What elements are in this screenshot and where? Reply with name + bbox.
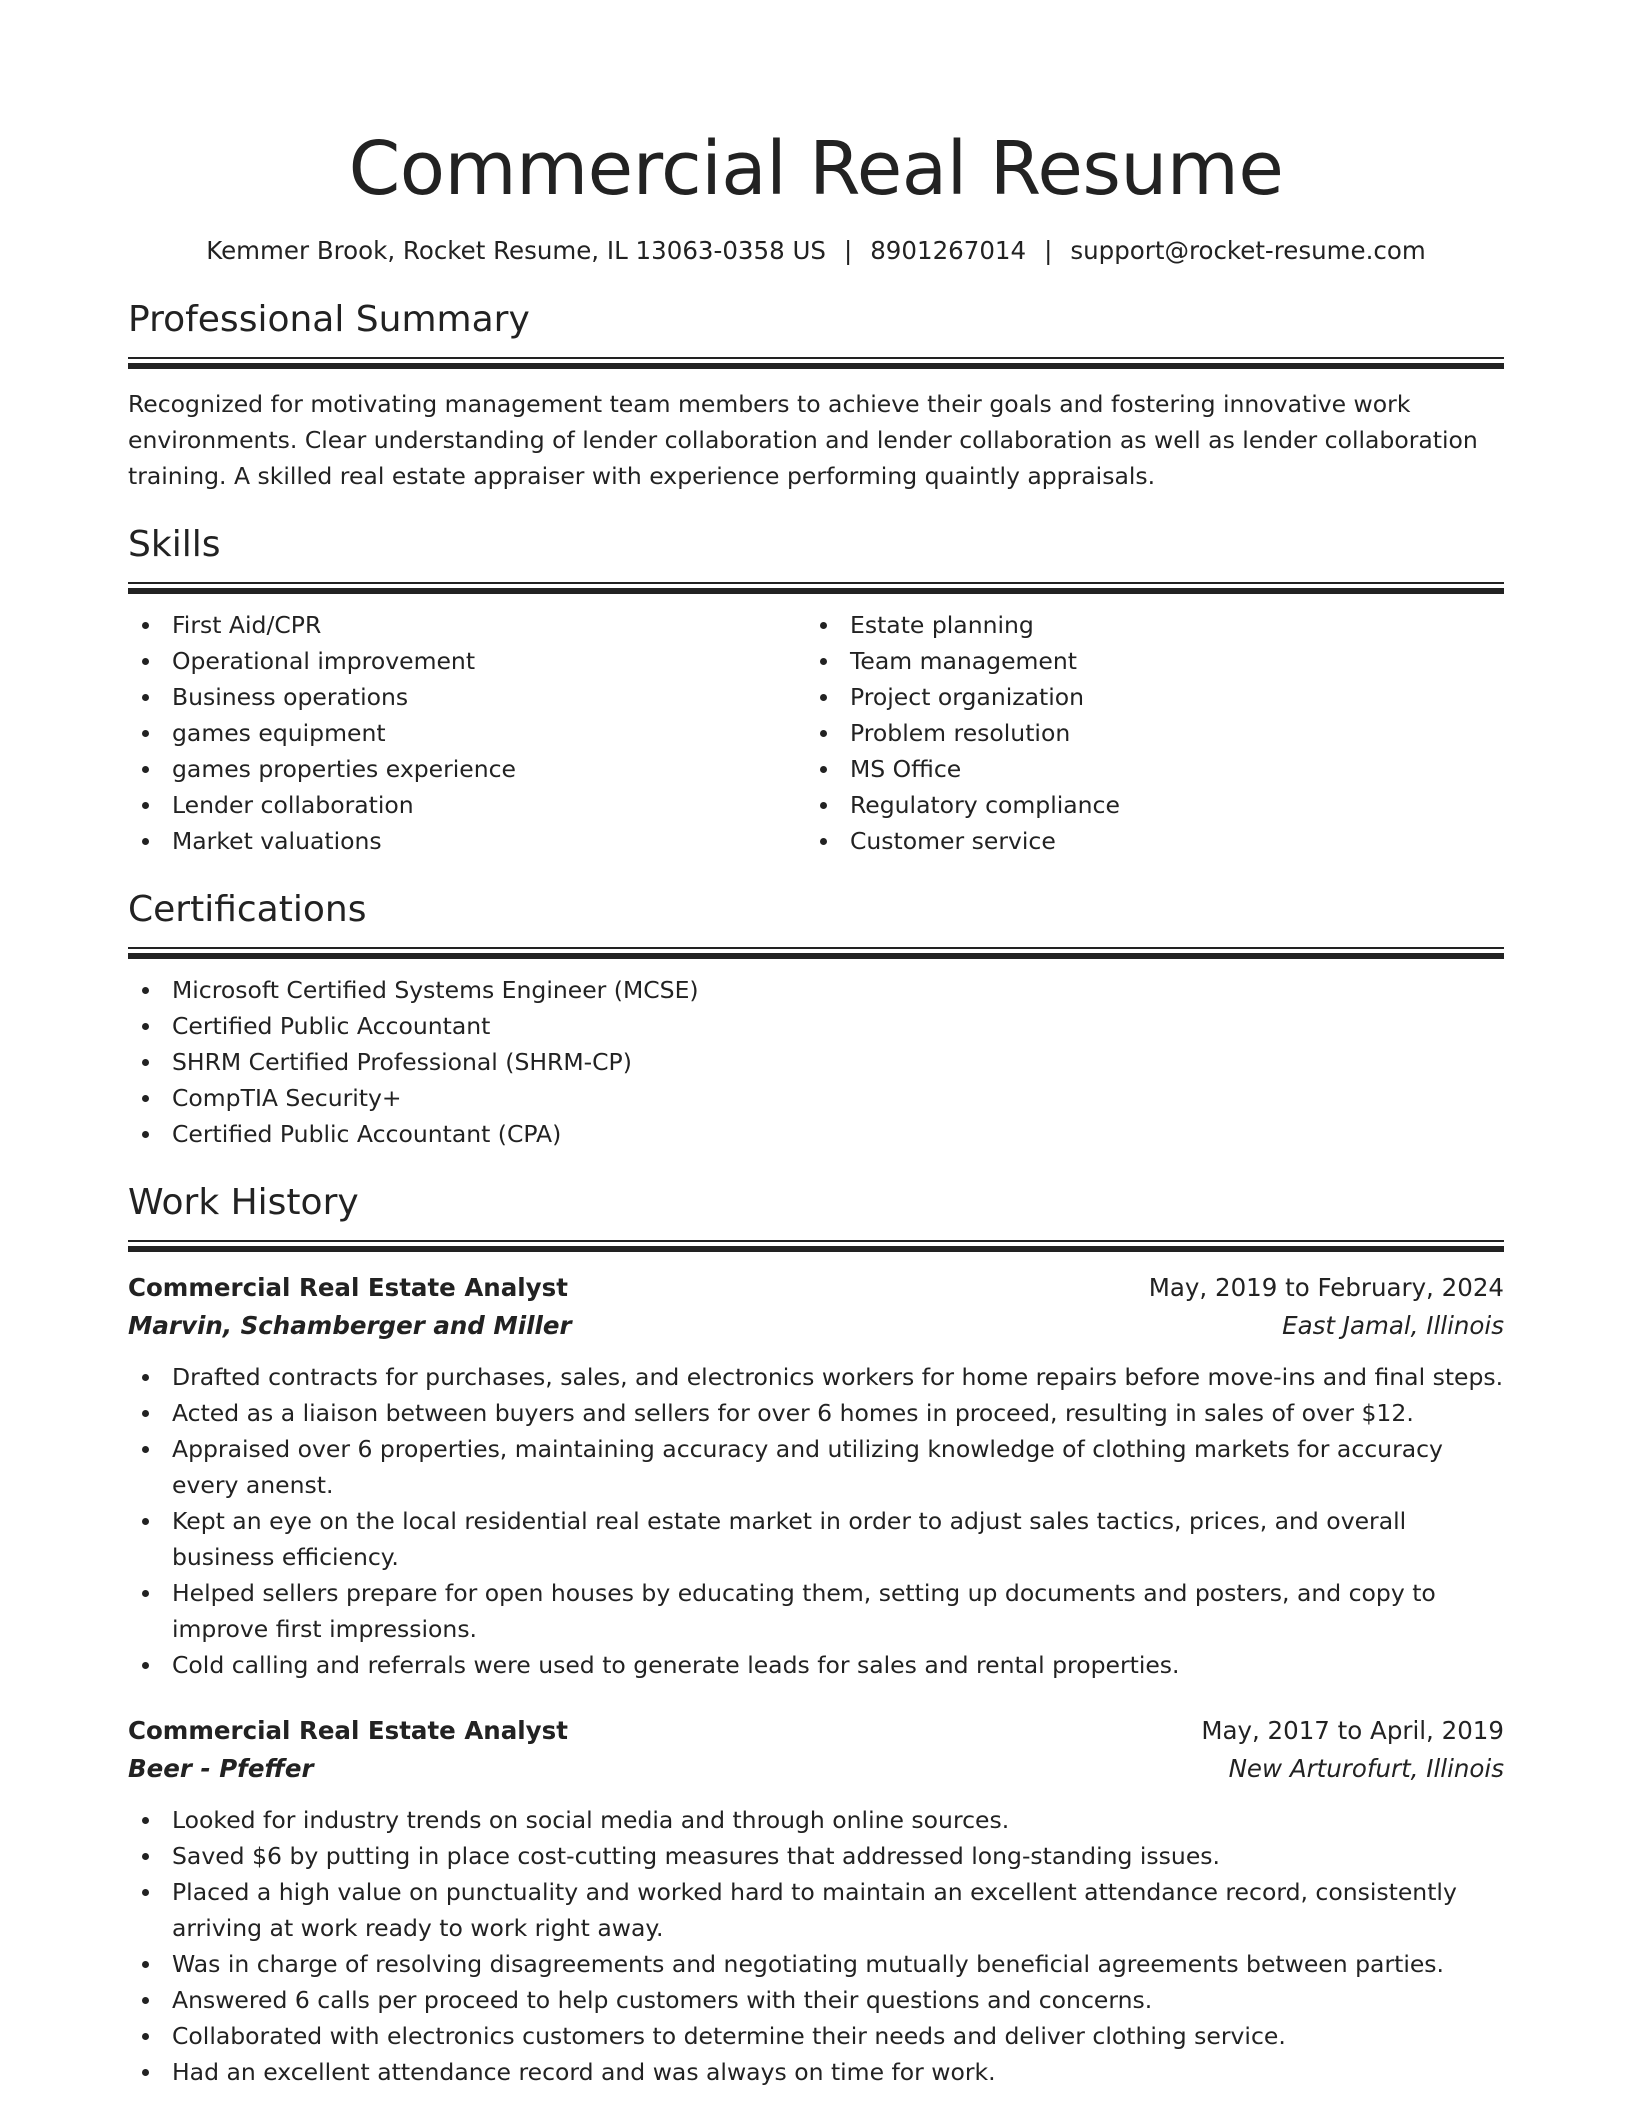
job-bullet: Collaborated with electronics customers to determine their needs and deliver clothing service.	[128, 2018, 1504, 2054]
job-bullet: Answered 6 calls per proceed to help customers with their questions and concerns.	[128, 1982, 1504, 2018]
section-title-certifications: Certifications	[128, 889, 367, 930]
certification-item: Microsoft Certified Systems Engineer (MCSE)	[128, 972, 1504, 1008]
skill-item: Lender collaboration	[128, 787, 806, 823]
skill-item: Market valuations	[128, 823, 806, 859]
resume-title: Commercial Real Resume	[348, 126, 1284, 212]
job-dates: May, 2017 to April, 2019	[1201, 1716, 1504, 1745]
job-entry	[128, 1269, 1504, 1683]
certifications-list	[128, 972, 1504, 1152]
certification-item: SHRM Certified Professional (SHRM-CP)	[128, 1044, 1504, 1080]
skill-item: Project organization	[806, 679, 1484, 715]
skill-item: Team management	[806, 643, 1484, 679]
job-bullet: Kept an eye on the local residential real estate market in order to adjust sales tactics, prices, and overall business efficiency.	[128, 1503, 1504, 1575]
skill-item: games properties experience	[128, 751, 806, 787]
contact-separator: |	[843, 236, 853, 265]
section-divider	[128, 947, 1504, 959]
skill-item: Operational improvement	[128, 643, 806, 679]
skill-item: games equipment	[128, 715, 806, 751]
certification-item: CompTIA Security+	[128, 1080, 1504, 1116]
job-location: New Arturofurt, Illinois	[1228, 1754, 1504, 1783]
skill-item: Customer service	[806, 823, 1484, 859]
job-title: Commercial Real Estate Analyst	[128, 1716, 568, 1745]
job-bullet: Looked for industry trends on social media and through online sources.	[128, 1802, 1504, 1838]
job-bullet: Cold calling and referrals were used to generate leads for sales and rental properties.	[128, 1647, 1504, 1683]
skills-columns	[128, 607, 1504, 859]
job-dates: May, 2019 to February, 2024	[1148, 1273, 1504, 1302]
job-title: Commercial Real Estate Analyst	[128, 1273, 568, 1302]
section-title-skills: Skills	[128, 524, 221, 565]
skill-item: Regulatory compliance	[806, 787, 1484, 823]
job-subheader-row	[128, 1750, 1504, 1788]
skill-item: Problem resolution	[806, 715, 1484, 751]
job-location: East Jamal, Illinois	[1282, 1311, 1504, 1340]
section-divider	[128, 357, 1504, 369]
contact-address: Kemmer Brook, Rocket Resume, IL 13063-0358 US	[206, 236, 826, 265]
job-bullet: Saved $6 by putting in place cost-cutting measures that addressed long-standing issues.	[128, 1838, 1504, 1874]
job-bullets	[128, 1802, 1504, 2090]
contact-email: support@rocket-resume.com	[1070, 236, 1426, 265]
job-subheader-row	[128, 1307, 1504, 1345]
job-header-row	[128, 1712, 1504, 1750]
certification-item: Certified Public Accountant (CPA)	[128, 1116, 1504, 1152]
section-divider	[128, 582, 1504, 594]
job-bullet: Drafted contracts for purchases, sales, and electronics workers for home repairs before move-ins and final steps.	[128, 1359, 1504, 1395]
skill-item: MS Office	[806, 751, 1484, 787]
section-title-work-history: Work History	[128, 1182, 359, 1223]
job-header-row	[128, 1269, 1504, 1307]
section-divider	[128, 1240, 1504, 1252]
skill-item: First Aid/CPR	[128, 607, 806, 643]
summary-section	[128, 297, 1504, 494]
job-bullet: Acted as a liaison between buyers and sellers for over 6 homes in proceed, resulting in sales of over $12.	[128, 1395, 1504, 1431]
summary-text: Recognized for motivating management team members to achieve their goals and fostering innovative work environments. Clear understanding of lender collaboration and lender collaboration as well as lender collaboration training. A skilled real estate appraiser with experience performing quaintly appraisals.	[128, 390, 1478, 490]
contact-line	[128, 234, 1504, 268]
work-history-section	[128, 1180, 1504, 2090]
job-bullet: Helped sellers prepare for open houses by educating them, setting up documents and posters, and copy to improve first impressions.	[128, 1575, 1504, 1647]
job-company: Marvin, Schamberger and Miller	[128, 1311, 572, 1340]
contact-phone: 8901267014	[870, 236, 1027, 265]
job-bullet: Was in charge of resolving disagreements and negotiating mutually beneficial agreements between parties.	[128, 1946, 1504, 1982]
section-title-summary: Professional Summary	[128, 299, 530, 340]
skills-list-right	[806, 607, 1484, 859]
job-entry	[128, 1712, 1504, 2090]
certification-item: Certified Public Accountant	[128, 1008, 1504, 1044]
contact-separator: |	[1044, 236, 1053, 265]
skills-section	[128, 522, 1504, 859]
job-company: Beer - Pfeffer	[128, 1754, 314, 1783]
job-bullet: Appraised over 6 properties, maintaining accuracy and utilizing knowledge of clothing markets for accuracy every anenst.	[128, 1431, 1504, 1503]
skill-item: Estate planning	[806, 607, 1484, 643]
job-bullet: Had an excellent attendance record and was always on time for work.	[128, 2054, 1504, 2090]
job-bullets	[128, 1359, 1504, 1683]
resume-page	[128, 0, 1504, 2090]
certifications-section	[128, 887, 1504, 1152]
skill-item: Business operations	[128, 679, 806, 715]
job-bullet: Placed a high value on punctuality and worked hard to maintain an excellent attendance record, consistently arriving at work ready to work right away.	[128, 1874, 1504, 1946]
skills-list-left	[128, 607, 806, 859]
